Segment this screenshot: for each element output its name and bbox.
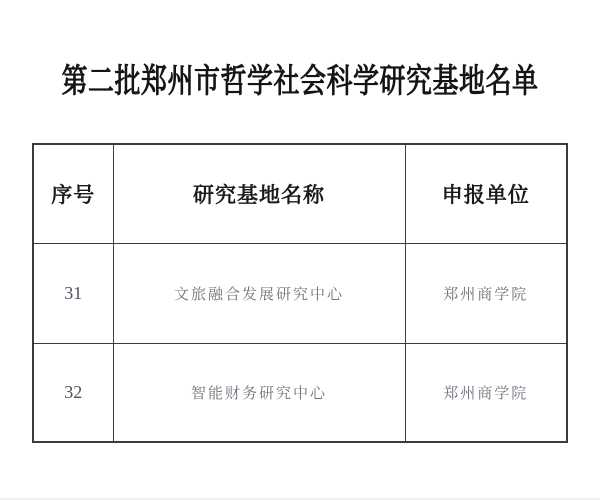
serial-number-cell: 32 xyxy=(33,343,113,442)
serial-number-cell: 31 xyxy=(33,243,113,343)
table-row xyxy=(33,243,567,343)
column-header-base-name: 研究基地名称 xyxy=(113,144,405,243)
applicant-cell: 郑州商学院 xyxy=(405,343,567,442)
column-header-serial: 序号 xyxy=(33,144,113,243)
base-name-cell: 智能财务研究中心 xyxy=(113,343,405,442)
page-title: 第二批郑州市哲学社会科学研究基地名单 xyxy=(61,61,539,100)
base-name-cell: 文旅融合发展研究中心 xyxy=(113,243,405,343)
research-base-table xyxy=(32,143,568,443)
table-header-row xyxy=(33,144,567,243)
applicant-cell: 郑州商学院 xyxy=(405,243,567,343)
column-header-applicant: 申报单位 xyxy=(405,144,567,243)
table-row xyxy=(33,343,567,442)
